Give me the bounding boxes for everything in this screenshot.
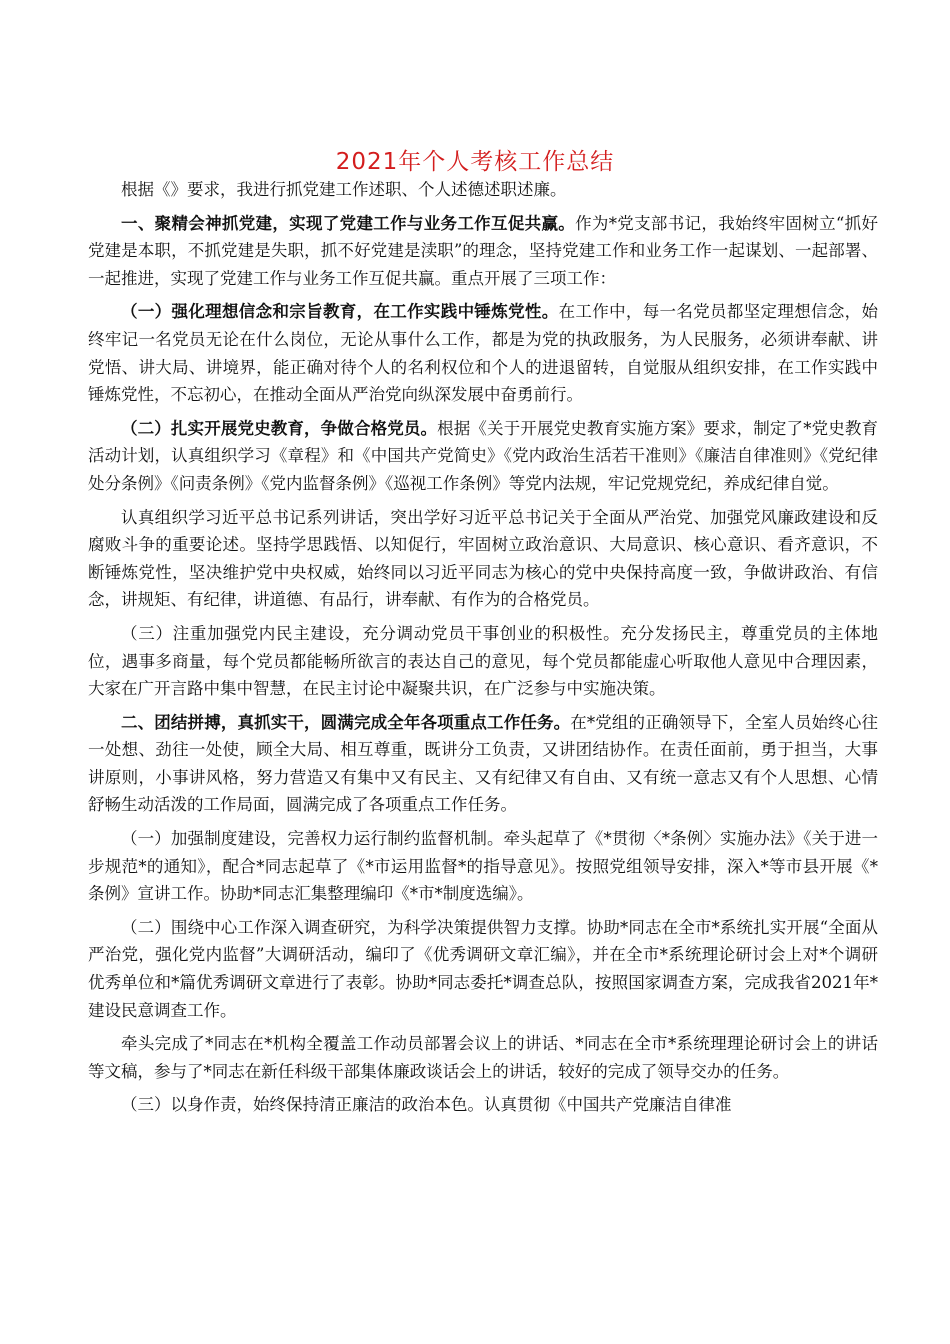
paragraph-text: 认真组织学习近平总书记系列讲话，突出学好习近平总书记关于全面从严治党、加强党风廉政建设和反腐败斗争的重要论述。坚持学思践悟、以知促行，牢固树立政治意识、大局意识、核心意识、看齐意识，不断锤炼党性，坚决维护党中央权威，始终同以习近平同志为核心的党中央保持高度一致，争做讲政治、有信念，讲规矩、有纪律，讲道德、有品行，讲奉献、有作为的合格党员。 bbox=[88, 507, 878, 610]
paragraph-text: 在*党组的正确领导下，全室人员始终心往一处想、劲往一处使，顾全大局、相互尊重，既讲分工负责，又讲团结协作。在责任面前，勇于担当，大事讲原则，小事讲风格，努力营造又有集中又有民主、又有纪律又有自由、又有统一意志又有个人思想、心情舒畅生动活泼的工作局面，圆满完成了各项重点工作任务。 bbox=[88, 712, 879, 815]
paragraph-text: （三）以身作责，始终保持清正廉洁的政治本色。认真贯彻《中国共产党廉洁自律准 bbox=[121, 1095, 732, 1115]
paragraph bbox=[88, 709, 878, 819]
paragraph-text: 牵头完成了*同志在*机构全覆盖工作动员部署会议上的讲话、*同志在全市*系统理理论研讨会上的讲话等文稿，参与了*同志在新任科级干部集体廉政谈话会上的讲话，较好的完成了领导交办的任务。 bbox=[88, 1034, 878, 1081]
paragraph-text: 根据《》要求，我进行抓党建工作述职、个人述德述职述廉。 bbox=[121, 180, 567, 199]
paragraph-text: 根据《关于开展党史教育实施方案》要求，制定了*党史教育活动计划，认真组织学习《章程》和《中国共产党简史》《党内政治生活若干准则》《廉洁自律准则》《党纪律处分条例》《问责条例》《党内监督条例》《巡视工作条例》等党内法规，牢记党规党纪，养成纪律自觉。 bbox=[88, 418, 879, 493]
document-title: 2021年个人考核工作总结 bbox=[335, 149, 615, 175]
paragraph bbox=[88, 1030, 878, 1085]
paragraph bbox=[88, 914, 878, 1024]
paragraph bbox=[88, 504, 878, 614]
paragraph-text: 在工作中，每一名党员都坚定理想信念，始终牢记一名党员无论在什么岗位，无论从事什么工作，都是为党的执政服务，为人民服务，必须讲奉献、讲党悟、讲大局、讲境界，能正确对待个人的名利权位和个人的进退留转，自觉服从组织安排，在工作实践中锤炼党性，不忘初心，在推动全面从严治党向纵深发展中奋勇前行。 bbox=[88, 302, 879, 405]
paragraph bbox=[88, 620, 878, 703]
paragraph-heading: （一）强化理想信念和宗旨教育，在工作实践中锤炼党性。 bbox=[121, 302, 559, 322]
paragraph-text: （三）注重加强党内民主建设，充分调动党员干事创业的积极性。充分发扬民主，尊重党员的主体地位，遇事多商量，每个党员都能畅所欲言的表达自己的意见，每个党员都能虚心听取他人意见中合理因素，大家在广开言路中集中智慧，在民主讨论中凝聚共识，在广泛参与中实施决策。 bbox=[88, 623, 878, 699]
document-body bbox=[88, 176, 878, 1125]
paragraph-heading: （二）扎实开展党史教育，争做合格党员。 bbox=[121, 418, 438, 438]
paragraph bbox=[88, 298, 878, 408]
paragraph-text: 作为*党支部书记，我始终牢固树立“抓好党建是本职，不抓党建是失职，抓不好党建是渎职”的理念，坚持党建工作和业务工作一起谋划、一起部署、一起推进，实现了党建工作与业务工作互促共赢。重点开展了三项工作： bbox=[88, 213, 879, 288]
paragraph bbox=[88, 415, 878, 498]
paragraph bbox=[88, 825, 878, 908]
paragraph-heading: 二、团结拼搏，真抓实干，圆满完成全年各项重点工作任务。 bbox=[121, 712, 571, 732]
paragraph bbox=[88, 1091, 878, 1119]
paragraph-text: （一）加强制度建设，完善权力运行制约监督机制。牵头起草了《*贯彻〈*条例〉实施办法》《关于进一步规范*的通知》，配合*同志起草了《*市运用监督*的指导意见》。按照党组领导安排，深入*等市县开展《*条例》宣讲工作。协助*同志汇集整理编印《*市*制度选编》。 bbox=[88, 829, 878, 904]
paragraph bbox=[88, 210, 878, 293]
paragraph bbox=[88, 176, 878, 204]
paragraph-text: （二）围绕中心工作深入调查研究，为科学决策提供智力支撑。协助*同志在全市*系统扎实开展“全面从严治党，强化党内监督”大调研活动，编印了《优秀调研文章汇编》，并在全市*系统理论研讨会上对*个调研优秀单位和*篇优秀调研文章进行了表彰。协助*同志委托*调查总队，按照国家调查方案，完成我省2021年*建设民意调查工作。 bbox=[88, 917, 878, 1020]
paragraph-heading: 一、聚精会神抓党建，实现了党建工作与业务工作互促共赢。 bbox=[121, 213, 576, 233]
